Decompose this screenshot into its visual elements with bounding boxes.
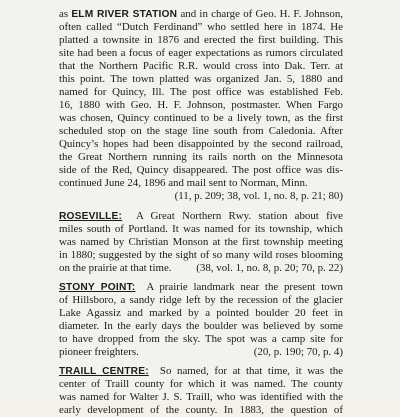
text-line: this point. The town platted was organized Jan. 5, 1880 and bbox=[59, 73, 343, 85]
citation: (38, vol. 1, no. 8, p. 20; 70, p. 22) bbox=[196, 262, 343, 274]
entry-heading: ROSEVILLE: bbox=[59, 211, 123, 222]
text-line: TRAILL CENTRE: So named, for at that time, it was the bbox=[59, 365, 344, 377]
text-line: continued June 24, 1896 and mail sent to Norman, Minn. bbox=[59, 177, 308, 189]
entry-heading: STONY POINT: bbox=[59, 282, 136, 293]
citation: (11, p. 209; 38, vol. 1, no. 8, p. 21; 80) bbox=[174, 190, 343, 202]
entry-heading: ELM RIVER STATION bbox=[71, 9, 178, 20]
text-line: Quincy’s hopes had been disappointed by the second railroad, bbox=[59, 138, 343, 150]
text-line: site had been a focus of eager expectations as rumors circulated bbox=[59, 47, 343, 59]
text-line: was chosen, Quincy continued to be a lively town, as the first bbox=[59, 112, 343, 124]
text-line: diameter. In the early days the boulder was believed by some bbox=[59, 320, 343, 332]
text-line: was named by Christian Monson at the first township meeting bbox=[59, 236, 343, 248]
text-line bbox=[59, 262, 343, 275]
last-line: on the prairie at that time. bbox=[59, 262, 172, 274]
text-line: side of the Red, Quincy disappeared. The post office was dis- bbox=[59, 164, 343, 176]
text-line: as ELM RIVER STATION and in charge of Geo. H. F. Johnson, bbox=[59, 8, 343, 20]
text-line: STONY POINT: A prairie landmark near the present town bbox=[59, 281, 343, 293]
text-line: named for Quincy, Ill. The post office was established Feb. bbox=[59, 86, 343, 98]
text-line: often called “Dutch Ferdinand” who settled here in 1874. He bbox=[59, 21, 343, 33]
last-line: pioneer freighters. bbox=[59, 346, 139, 358]
text-line: of Hillsboro, a sandy ridge left by the recession of the glacier bbox=[59, 294, 343, 306]
text-line: scheduled stop on the stage line south from Caledonia. After bbox=[59, 125, 343, 137]
entry-heading: TRAILL CENTRE: bbox=[59, 366, 149, 377]
text-line: platted a townsite in 1876 and erected the first building. This bbox=[59, 34, 343, 46]
text-line: the Great Northern running its rails north on the Minnesota bbox=[59, 151, 343, 163]
text-line: in 1880; suggested by the sight of so many wild roses blooming bbox=[59, 249, 343, 261]
text-line: 16, 1880 with Geo. H. F. Johnson, postmaster. When Fargo bbox=[59, 99, 343, 111]
text-line bbox=[59, 346, 343, 359]
text-line: center of Traill county for which it was named. The county bbox=[59, 378, 343, 390]
text-line: that the Northern Pacific R.R. would cross into Dak. Terr. at bbox=[59, 60, 343, 72]
text-line: miles south of Portland. It was named for its township, which bbox=[59, 223, 343, 235]
text-line: was named for Walter J. S. Traill, who was identified with the bbox=[59, 391, 343, 403]
text-line: ROSEVILLE: A Great Northern Rwy. station about five bbox=[59, 210, 343, 222]
text-line: early development of the county. In 1883, the question of bbox=[59, 404, 343, 416]
text-line: to have dropped from the sky. The spot was a camp site for bbox=[59, 333, 343, 345]
citation: (20, p. 190; 70, p. 4) bbox=[253, 346, 343, 358]
text-line: Lake Agassiz and marked by a pointed boulder 20 feet in bbox=[59, 307, 343, 319]
